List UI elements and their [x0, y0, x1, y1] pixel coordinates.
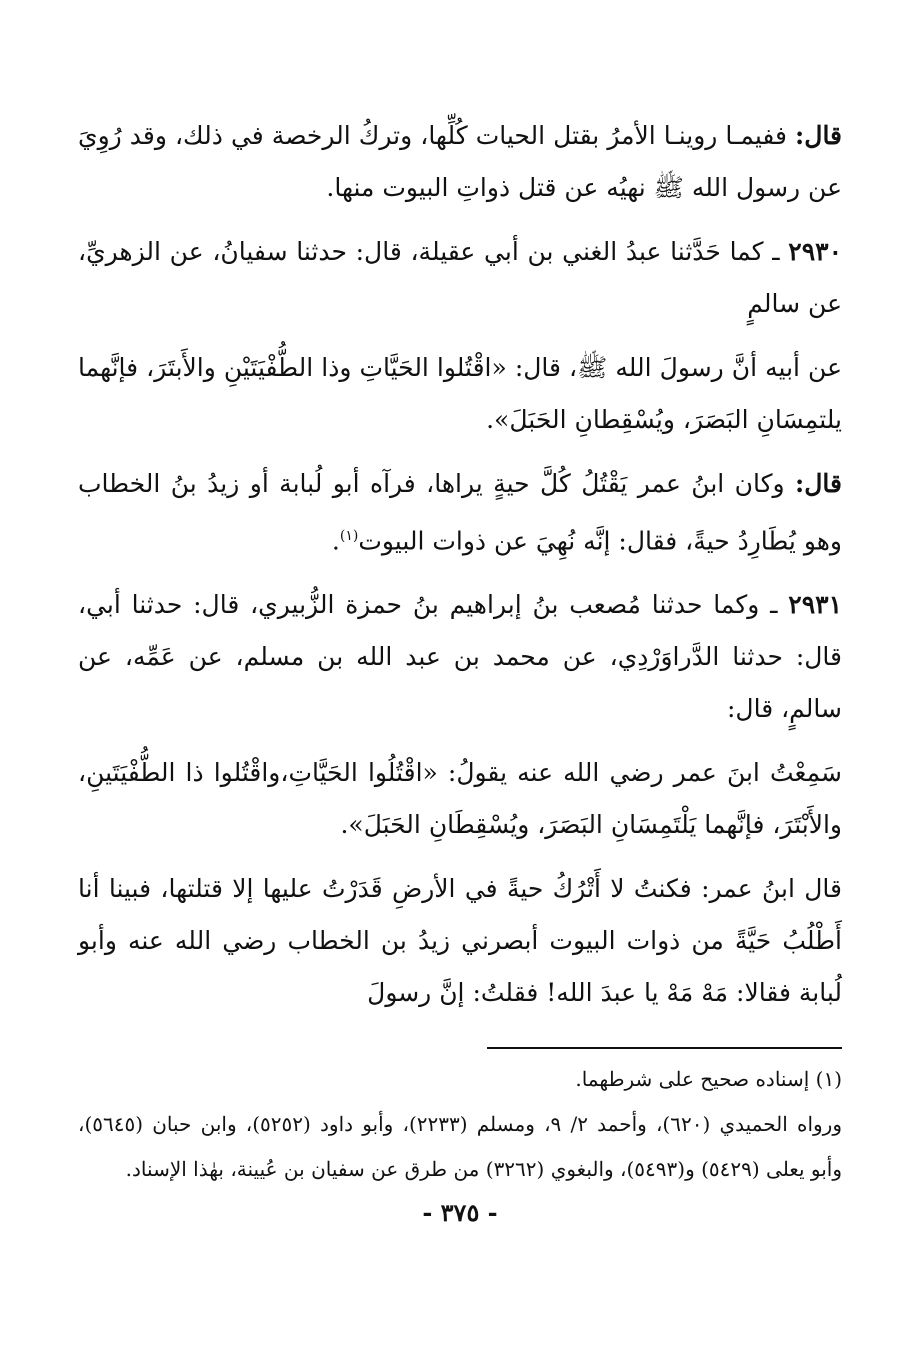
paragraph-4-lead: قال:: [795, 469, 842, 498]
hadith-2931-isnad: ـ وكما حدثنا مُصعب بنُ إبراهيم بنُ حمزة الزُّبيري، قال: حدثنا أبي، قال: حدثنا الدَّراوَرْدِي، عن محمد بن عبد الله بن مسلم، عن عَمِّه، عن سالمٍ، قال:: [78, 590, 842, 724]
hadith-2931: [78, 579, 842, 735]
hadith-2931-matn-text: سَمِعْتُ ابنَ عمر رضي الله عنه يقولُ: «اقْتُلُوا الحَيَّاتِ،واقْتُلوا ذا الطُّفْيَتَينِ، والأَبْتَرَ، فإنَّهما يَلْتَمِسَانِ البَصَرَ، ويُسْقِطَانِ الحَبَلَ».: [78, 758, 842, 840]
paragraph-4-tail: .: [331, 526, 340, 556]
hadith-2930-matn-text: عن أبيه أنَّ رسولَ الله ﷺ، قال: «اقْتُلوا الحَيَّاتِ وذا الطُّفْيَتَيْنِ والأَبتَرَ، فإنَّهما يلتمِسَانِ البَصَرَ، ويُسْقِطانِ الحَبَلَ».: [78, 353, 842, 434]
hadith-2930-number: ٢٩٣٠: [788, 237, 843, 266]
hadith-2930-isnad: ـ كما حَدَّثنا عبدُ الغني بن أبي عقيلة، قال: حدثنا سفيانُ، عن الزهريِّ، عن سالمٍ: [78, 237, 842, 318]
footnote-separator: [487, 1047, 842, 1049]
paragraph-1: [78, 110, 842, 214]
paragraph-7-text: قال ابنُ عمر: فكنتُ لا أَتْرُكُ حيةً في الأرضِ قَدَرْتُ عليها إلا قتلتها، فبينا أنا أَطْلُبُ حَيَّةً من ذوات البيوت أبصرني زيدُ بن الخطاب رضي الله عنه وأبو لُبابة فقالا: مَهْ مَهْ يا عبدَ الله! فقلتُ: إنَّ رسولَ: [78, 874, 842, 1008]
paragraph-1-lead: قال:: [795, 121, 843, 150]
footnote-1: (١) إسناده صحيح على شرطهما.: [575, 1067, 842, 1092]
paragraph-7: [78, 863, 842, 1019]
hadith-2930-matn: [78, 342, 842, 446]
hadith-2931-number: ٢٩٣١: [788, 590, 842, 620]
paragraph-4-text: وكان ابنُ عمر يَقْتُلُ كُلَّ حيةٍ يراها، فرآه أبو لُبابة أو زيدُ بنُ الخطاب وهو يُطَارِدُ حيةً، فقال: إنَّه نُهِيَ عن ذوات البيوت: [78, 469, 842, 556]
footnote-reference: (١): [339, 528, 359, 544]
hadith-2931-matn: [78, 747, 842, 851]
footnote-2: ورواه الحميدي (٦٢٠)، وأحمد ٢/ ٩، ومسلم (٢٢٣٣)، وأبو داود (٥٢٥٢)، وابن حبان (٥٦٤٥)، وأبو يعلى (٥٤٢٩) و(٥٤٩٣)، والبغوي (٣٢٦٢) من طرق عن سفيان بن عُيينة، بهٰذا الإسناد.: [78, 1112, 842, 1182]
page-number: - ٣٧٥ -: [422, 1198, 498, 1227]
paragraph-1-text: ففيمـا روينـا الأمرُ بقتل الحيات كُلِّها، وتركُ الرخصة في ذلك، وقد رُوِيَ عن رسول الله ﷺ نهيُه عن قتل ذواتِ البيوت منها.: [78, 121, 842, 202]
hadith-2930: [78, 226, 842, 330]
paragraph-4: [78, 458, 842, 567]
